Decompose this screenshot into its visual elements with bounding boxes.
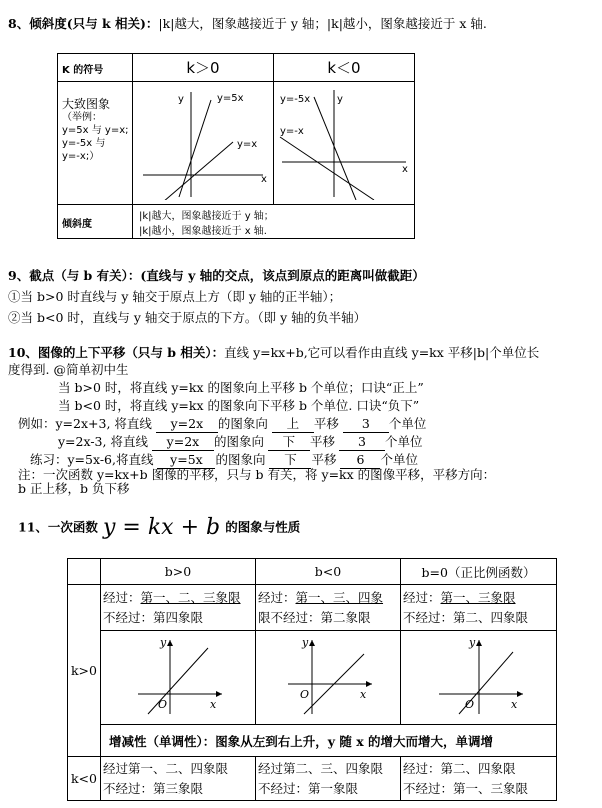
ex-text: 个单位	[384, 434, 423, 449]
sec10-heading: 10、图像的上下平移（只与 b 相关）：	[8, 345, 225, 360]
ex-text: 的图象向	[215, 452, 266, 467]
sec11-heading-post: 的图象与性质	[225, 519, 301, 535]
sec10-intro2: 度得到. @简单初中生	[8, 362, 129, 377]
ex-fill: 3	[343, 416, 389, 433]
ex-text: 平移	[309, 434, 335, 449]
pass-text: 经过：第二、四象限	[403, 760, 516, 776]
graph-k-positive	[133, 82, 273, 200]
ex-prefix: y=2x-3, 将直线	[58, 434, 148, 449]
header-b-neg: b<0	[256, 559, 401, 585]
sec8-line	[8, 16, 487, 32]
ex-text: 的图象向	[213, 434, 264, 449]
axis-x-label: x	[510, 698, 517, 711]
ex-prefix: 例如：y=2x+3, 将直线	[18, 416, 152, 431]
line-label-5x: y=5x	[217, 93, 244, 104]
header-b-zero: b=0（正比例函数）	[401, 559, 557, 585]
sec9-line1: ①当 b>0 时直线与 y 轴交于原点上方（即 y 轴的正半轴）；	[8, 289, 342, 304]
notpass-quadrants: 第二、四象限	[453, 609, 529, 625]
ex-fill: 上	[272, 416, 314, 433]
sec10-rule1: 当 b>0 时，将直线 y=kx 的图象向上平移 b 个单位；口诀“正上”	[58, 380, 424, 395]
axis-x-label: x	[360, 688, 367, 701]
sec10-rule2: 当 b<0 时，将直线 y=kx 的图象向下平移 b 个单位. 口诀“负下”	[58, 398, 420, 413]
sec10-line	[8, 345, 539, 361]
ex-fill: y=2x	[156, 416, 218, 433]
notpass-prefix: 不经过：	[403, 609, 454, 625]
origin-label: O	[300, 688, 310, 701]
axis-y-label: y	[302, 636, 309, 649]
sec11-heading-pre: 11、一次函数	[18, 519, 98, 535]
line-label-negx: y=-x	[280, 126, 304, 137]
slope-label: 倾斜度	[62, 219, 92, 230]
axis-x-label: x	[261, 174, 267, 185]
pass-text: 经过第一、二、四象限	[103, 760, 229, 776]
sec8-heading: 8、倾斜度(只与 k 相关)：	[8, 16, 159, 31]
sec10-intro: 直线 y=kx+b,它可以看作由直线 y=kx 平移|b|个单位长	[224, 345, 540, 360]
sec10-note2: b 正上移，b 负下移	[18, 481, 130, 496]
notpass-text: 不经过：第三象限	[103, 780, 204, 796]
ex-text: 个单位	[380, 452, 418, 467]
slope-text-2: |k|越小，图象越接近于 x 轴.	[139, 225, 267, 237]
row-k-pos-label: k>0	[68, 585, 101, 757]
ex-text: 平移	[313, 416, 339, 431]
ex-fill: y=5x	[157, 452, 215, 469]
pass-quadrants: 第一、二、三象限	[140, 589, 241, 605]
pass-prefix: 经过：	[103, 589, 141, 605]
rough-graph-line: y=-5x 与	[62, 138, 106, 149]
axis-y-label: y	[178, 94, 184, 105]
graph-k-negative	[274, 82, 414, 200]
ex-fill: y=2x	[152, 434, 214, 451]
rough-graph-line: 大致图象	[62, 97, 111, 111]
ex-text: 的图象向	[217, 416, 268, 431]
axis-y-label: y	[337, 94, 343, 105]
axis-x-label: x	[402, 164, 408, 175]
rough-graph-label	[58, 98, 132, 163]
pass-prefix: 经过：	[258, 589, 296, 605]
properties-table	[67, 558, 557, 801]
cell-kpos-bzero	[401, 585, 557, 631]
slope-text-1: |k|越大，图象越接近于 y 轴；	[139, 210, 274, 222]
graph-kpos-bzero	[429, 634, 529, 718]
slope-table	[57, 53, 415, 239]
rough-graph-line: y=5x 与 y=x;	[62, 125, 129, 136]
notpass-quadrants: 第四象限	[153, 609, 204, 625]
example-1	[18, 416, 426, 433]
cell-kneg-bzero	[401, 757, 557, 801]
origin-label: O	[464, 698, 474, 711]
pass-quadrants: 第一、三象限	[440, 589, 516, 605]
ex-text: 平移	[311, 452, 337, 467]
sec10-note1: 注：一次函数 y=kx+b 图像的平移，只与 b 有关，将 y=kx 的图像平移，平移方向：	[18, 467, 496, 482]
sec9-heading: 9、截点（与 b 有关）：(直线与 y 轴的交点，该点到原点的距离叫做截距）	[8, 268, 425, 283]
line-label-neg5x: y=-5x	[280, 94, 311, 105]
ex-fill: 下	[269, 452, 311, 469]
sec11-heading	[18, 515, 300, 540]
line-label-x: y=x	[237, 139, 258, 150]
pass-text: 经过第二、三、四象限	[258, 760, 384, 776]
rough-graph-line: y=-x;）	[62, 151, 100, 162]
rough-graph-line: （举例：	[62, 112, 102, 123]
cell-kpos-bneg	[256, 585, 401, 631]
notpass-quadrants: 第二象限	[320, 609, 371, 625]
cell-kneg-bneg	[256, 757, 401, 801]
row-k-neg-label: k<0	[68, 757, 101, 801]
graph-kpos-bpos	[128, 634, 228, 718]
axis-x-label: x	[210, 698, 217, 711]
sec11-formula: y = kx + b	[103, 515, 221, 540]
notpass-prefix: 限不经过：	[258, 609, 321, 625]
ex-prefix: 练习：y=5x-6,将直线	[30, 452, 154, 467]
ex-fill: 下	[268, 434, 310, 451]
k-sign-label: K 的符号	[62, 65, 104, 76]
axis-y-label: y	[468, 636, 475, 649]
pass-prefix: 经过：	[403, 589, 441, 605]
header-b-pos: b>0	[101, 559, 256, 585]
cell-kpos-bpos	[101, 585, 256, 631]
example-2	[58, 434, 422, 451]
ex-fill: 6	[340, 452, 380, 469]
ex-fill: 3	[339, 434, 385, 451]
notpass-text: 不经过：第一象限	[258, 780, 359, 796]
axis-y-label: y	[160, 636, 167, 649]
notpass-text: 不经过：第一、三象限	[403, 780, 529, 796]
col-k-pos: k＞0	[133, 54, 274, 82]
monotonic-note	[101, 725, 557, 757]
cell-kneg-bpos	[101, 757, 256, 801]
monotonic-text: 增减性（单调性）：图象从左到右上升，y 随 x 的增大而增大，单调增	[109, 733, 494, 749]
pass-quadrants: 第一、三、四象	[295, 589, 384, 605]
ex-text: 个单位	[388, 416, 427, 431]
graph-kpos-bneg	[278, 634, 378, 718]
sec8-text: |k|越大，图象越接近于 y 轴；|k|越小，图象越接近于 x 轴.	[158, 16, 487, 31]
sec9-line2: ②当 b<0 时，直线与 y 轴交于原点的下方。（即 y 轴的负半轴）	[8, 310, 367, 325]
origin-label: O	[158, 698, 168, 711]
col-k-neg: k＜0	[274, 54, 415, 82]
notpass-prefix: 不经过：	[103, 609, 154, 625]
